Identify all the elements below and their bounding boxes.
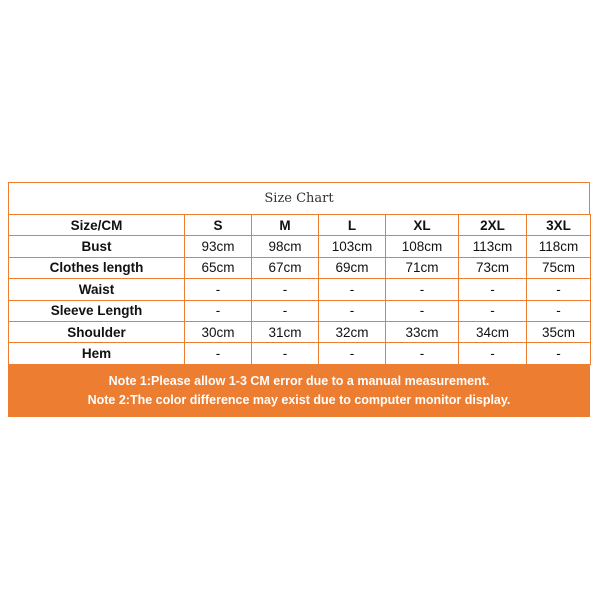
header-cell: M	[252, 215, 319, 236]
header-cell: 3XL	[527, 215, 591, 236]
row-label: Clothes length	[9, 257, 185, 278]
table-cell: -	[386, 279, 459, 300]
table-cell: 73cm	[459, 257, 527, 278]
table-cell: 69cm	[319, 257, 386, 278]
table-row	[9, 343, 591, 364]
table-cell: 103cm	[319, 236, 386, 257]
table-row	[9, 236, 591, 257]
table-cell: 31cm	[252, 321, 319, 342]
table-cell: 34cm	[459, 321, 527, 342]
table-cell: -	[386, 343, 459, 364]
header-cell: L	[319, 215, 386, 236]
row-label: Shoulder	[9, 321, 185, 342]
table-cell: -	[185, 279, 252, 300]
table-cell: 32cm	[319, 321, 386, 342]
notes-banner	[8, 365, 590, 417]
table-cell: -	[386, 300, 459, 321]
row-label: Waist	[9, 279, 185, 300]
header-cell: 2XL	[459, 215, 527, 236]
table-cell: -	[252, 279, 319, 300]
table-cell: 75cm	[527, 257, 591, 278]
table-row	[9, 257, 591, 278]
table-cell: 98cm	[252, 236, 319, 257]
table-cell: -	[252, 343, 319, 364]
table-cell: -	[459, 343, 527, 364]
header-row	[9, 215, 591, 236]
table-row	[9, 321, 591, 342]
table-cell: 65cm	[185, 257, 252, 278]
size-chart	[8, 182, 590, 417]
table-cell: -	[527, 300, 591, 321]
note-line-2: Note 2:The color difference may exist due to computer monitor display.	[87, 393, 511, 407]
table-row	[9, 279, 591, 300]
table-cell: -	[459, 279, 527, 300]
row-label: Sleeve Length	[9, 300, 185, 321]
table-cell: -	[527, 279, 591, 300]
size-table	[8, 214, 591, 365]
table-cell: -	[319, 300, 386, 321]
table-cell: -	[319, 279, 386, 300]
table-cell: 30cm	[185, 321, 252, 342]
table-row	[9, 300, 591, 321]
chart-title: Size Chart	[8, 182, 590, 215]
table-cell: 35cm	[527, 321, 591, 342]
table-cell: 108cm	[386, 236, 459, 257]
table-cell: -	[527, 343, 591, 364]
header-cell: Size/CM	[9, 215, 185, 236]
header-cell: XL	[386, 215, 459, 236]
table-cell: 71cm	[386, 257, 459, 278]
table-cell: -	[319, 343, 386, 364]
row-label: Hem	[9, 343, 185, 364]
table-cell: 33cm	[386, 321, 459, 342]
note-line-1: Note 1:Please allow 1-3 CM error due to a manual measurement.	[108, 374, 490, 388]
table-cell: -	[252, 300, 319, 321]
row-label: Bust	[9, 236, 185, 257]
table-cell: -	[185, 300, 252, 321]
table-cell: -	[459, 300, 527, 321]
table-cell: 67cm	[252, 257, 319, 278]
table-cell: 93cm	[185, 236, 252, 257]
table-cell: 113cm	[459, 236, 527, 257]
table-cell: 118cm	[527, 236, 591, 257]
header-cell: S	[185, 215, 252, 236]
table-cell: -	[185, 343, 252, 364]
